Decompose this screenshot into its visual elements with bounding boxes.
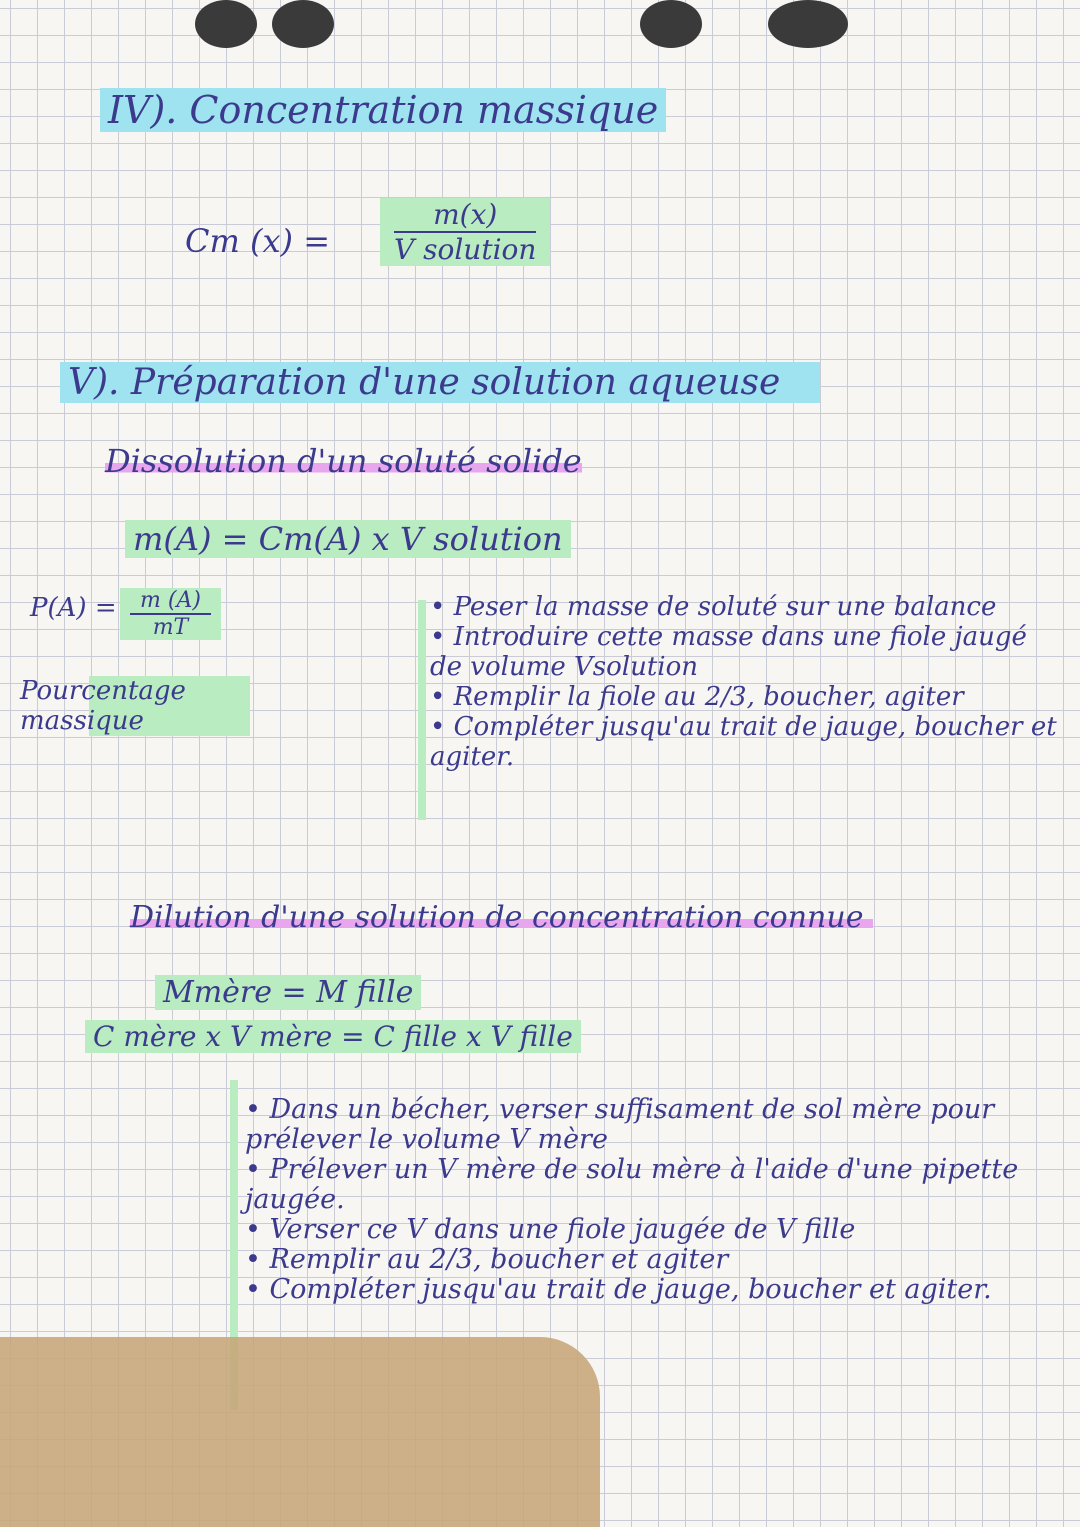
- binder-hole: [768, 0, 848, 48]
- step-item: • Compléter jusqu'au trait de jauge, boucher et agiter.: [430, 712, 1060, 772]
- dilution-formula-2: C mère x V mère = C fille x V fille: [85, 1020, 581, 1053]
- percent-fraction: [120, 588, 221, 640]
- percent-label: Pourcentage massique: [20, 676, 250, 736]
- percent-left: P(A) =: [30, 593, 117, 623]
- step-item: • Prélever un V mère de solu mère à l'aide d'une pipette jaugée.: [245, 1155, 1045, 1215]
- highlight-bar: [418, 600, 426, 820]
- dissolution-steps: [430, 592, 1060, 772]
- numerator: m (A): [130, 588, 211, 615]
- dissolution-subtitle: Dissolution d'un soluté solide: [105, 442, 582, 480]
- binder-hole: [640, 0, 702, 48]
- section-4-title: IV). Concentration massique: [100, 88, 666, 132]
- step-item: • Dans un bécher, verser suffisament de sol mère pour prélever le volume V mère: [245, 1095, 1045, 1155]
- denominator: mT: [152, 615, 189, 640]
- step-item: • Peser la masse de soluté sur une balance: [430, 592, 1060, 622]
- numerator: m(x): [394, 198, 536, 233]
- binder-hole: [272, 0, 334, 48]
- step-item: • Compléter jusqu'au trait de jauge, boucher et agiter.: [245, 1275, 1045, 1305]
- step-item: • Introduire cette masse dans une fiole jaugé de volume Vsolution: [430, 622, 1060, 682]
- dilution-formula-1: Mmère = M fille: [155, 975, 421, 1010]
- step-item: • Remplir au 2/3, boucher et agiter: [245, 1245, 1045, 1275]
- dilution-subtitle: Dilution d'une solution de concentration connue: [130, 900, 873, 935]
- formula-cm-left: Cm (x) =: [185, 222, 330, 260]
- binder-hole: [195, 0, 257, 48]
- formula-cm-fraction: [380, 198, 550, 266]
- step-item: • Remplir la fiole au 2/3, boucher, agiter: [430, 682, 1060, 712]
- denominator: V solution: [394, 233, 537, 266]
- dissolution-formula: m(A) = Cm(A) x V solution: [125, 520, 571, 558]
- dilution-steps: [245, 1095, 1045, 1305]
- finger-shadow: [0, 1337, 600, 1527]
- step-item: • Verser ce V dans une fiole jaugée de V fille: [245, 1215, 1045, 1245]
- section-5-title: V). Préparation d'une solution aqueuse: [60, 362, 820, 403]
